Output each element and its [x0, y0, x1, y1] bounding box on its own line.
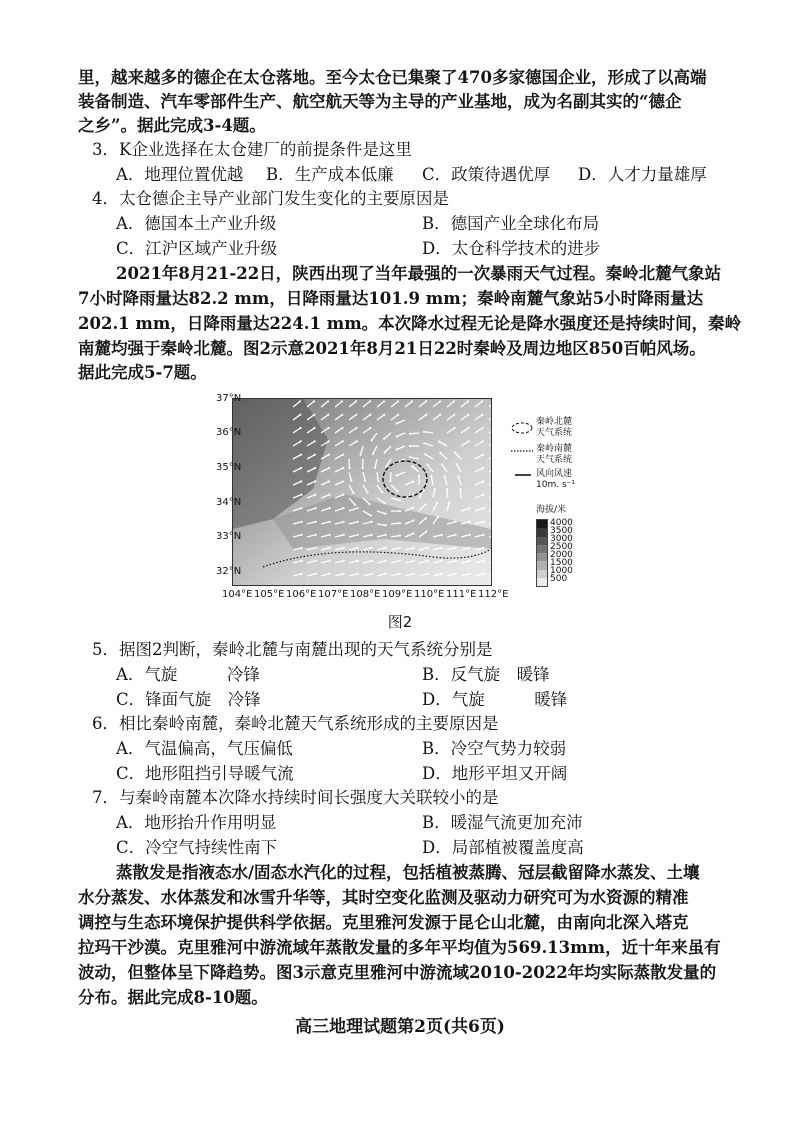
wind-arrow-head — [459, 488, 461, 490]
elevation-color-bar — [536, 519, 548, 587]
wind-arrow-head — [314, 454, 316, 456]
wind-arrow-head — [329, 547, 331, 549]
wind-arrow-head — [299, 427, 301, 429]
wind-arrow-head — [425, 517, 427, 519]
wind-arrow-head — [439, 452, 441, 454]
wind-arrow-head — [377, 480, 379, 482]
wind-arrow-head — [328, 454, 330, 456]
lat-label-37: 37°N — [216, 393, 242, 404]
wind-arrow-head — [411, 400, 413, 402]
wind-arrow-head — [427, 464, 429, 466]
wind-arrow-head — [467, 414, 469, 416]
wind-arrow-head — [399, 560, 401, 562]
lat-label-36: 36°N — [216, 427, 242, 438]
wind-arrow-head — [314, 507, 316, 509]
intro-line-2: 装备制造、汽车零部件生产、航空航天等为主导的产业基地，成为名副其实的“德企 — [78, 92, 682, 111]
wind-arrow-head — [455, 463, 457, 465]
elev-label-3500: 3500 — [550, 526, 573, 536]
wind-arrow — [391, 523, 400, 524]
wind-arrow-head — [385, 524, 387, 526]
wind-arrow — [390, 472, 391, 481]
q6-option-d: D．地形平坦又开阔 — [422, 764, 568, 783]
q3-stem: 3．K企业选择在太仓建厂的前提条件是这里 — [92, 140, 412, 159]
wind-arrow-head — [383, 414, 385, 416]
q4-option-b: B．德国产业全球化布局 — [422, 214, 600, 233]
wind-arrow-head — [441, 463, 443, 465]
elev-label-2500: 2500 — [550, 542, 573, 552]
legend-south-line-2: 天气系统 — [536, 455, 573, 465]
elev-label-2000: 2000 — [550, 550, 573, 560]
intro-line-1: 里，越来越多的德企在太仓落地。至今太仓已集聚了470多家德国企业，形成了以高端 — [78, 68, 707, 87]
wind-arrow-head — [469, 560, 471, 562]
wind-arrow-head — [342, 440, 344, 442]
wind-arrow-head — [355, 414, 357, 416]
wind-arrow-head — [328, 494, 330, 496]
q7-option-d: D．局部植被覆盖度高 — [422, 838, 584, 857]
wind-arrow-head — [436, 502, 438, 504]
wind-arrow-head — [453, 414, 455, 416]
wind-arrow-head — [357, 547, 359, 549]
passage3-line-6: 分布。据此完成8-10题。 — [78, 988, 268, 1007]
passage2-line-4: 南麓均强于秦岭北麓。图2示意2021年8月21日22时秦岭及周边地区850百帕风场。 — [78, 339, 706, 358]
lon-label-104: 104°E — [222, 589, 253, 600]
lon-label-110: 110°E — [414, 589, 445, 600]
wind-arrow-head — [412, 506, 414, 508]
wind-arrow-head — [383, 400, 385, 402]
wind-arrow-head — [441, 573, 443, 575]
wind-arrow-head — [385, 573, 387, 575]
wind-arrow-head — [481, 400, 483, 402]
lon-label-107: 107°E — [318, 589, 349, 600]
wind-arrow-head — [314, 480, 316, 482]
wind-arrow-head — [299, 414, 301, 416]
wind-arrow-head — [399, 510, 401, 512]
q5-stem: 5．据图2判断，秦岭北麓与南麓出现的天气系统分别是 — [92, 640, 493, 659]
wind-arrow-head — [328, 507, 330, 509]
passage3-line-4: 拉玛干沙漠。克里雅河中游流域年蒸散发量的多年平均值为569.13mm，近十年来虽有 — [78, 938, 721, 957]
wind-arrow-head — [313, 400, 315, 402]
passage2-line-2: 7小时降雨量达82.2 mm，日降雨量达101.9 mm；秦岭南麓气象站5小时降雨量达 — [78, 289, 704, 308]
wind-arrow-head — [343, 560, 345, 562]
wind-field-svg — [233, 399, 491, 585]
q7-option-b: B．暖湿气流更加充沛 — [422, 813, 583, 832]
wind-arrow-head — [329, 534, 331, 536]
wind-arrow-head — [300, 440, 302, 442]
q7-stem: 7．与秦岭南麓本次降水持续时间长强度大关联较小的是 — [92, 788, 499, 807]
q3-option-d: D．人才力量雄厚 — [578, 165, 707, 184]
wind-arrow-head — [409, 433, 411, 435]
wind-arrow-head — [482, 467, 484, 469]
wind-arrow-head — [342, 494, 344, 496]
wind-arrow-head — [457, 475, 459, 477]
passage3-line-3: 调控与生态环境保护提供科学依据。克里雅河发源于昆仑山北麓，由南向北深入塔克 — [78, 913, 689, 932]
wind-arrow-head — [341, 427, 343, 429]
figure-2 — [218, 393, 608, 608]
wind-arrow — [410, 433, 419, 434]
elev-swatch-4000 — [537, 520, 547, 528]
wind-arrow-head — [399, 534, 401, 536]
wind-arrow-head — [482, 440, 484, 442]
wind-arrow-head — [399, 499, 401, 501]
page-footer: 高三地理试题第2页(共6页) — [295, 1017, 505, 1037]
wind-arrow-head — [412, 519, 414, 521]
wind-arrow-head — [483, 560, 485, 562]
wind-arrow-head — [299, 400, 301, 402]
lon-label-105: 105°E — [254, 589, 285, 600]
wind-arrow — [349, 459, 350, 468]
wind-arrow-head — [357, 560, 359, 562]
wind-arrow-head — [350, 480, 352, 482]
wind-arrow-head — [352, 492, 354, 494]
wind-arrow-head — [469, 573, 471, 575]
wind-arrow-head — [425, 400, 427, 402]
wind-field-map — [232, 398, 492, 586]
wind-arrow-head — [357, 573, 359, 575]
q3-option-c: C．政策待遇优厚 — [422, 165, 551, 184]
passage2-line-1: 2021年8月21-22日，陕西出现了当年最强的一次暴雨天气过程。秦岭北麓气象站 — [116, 264, 722, 283]
wind-arrow-head — [412, 493, 414, 495]
wind-arrow-head — [409, 456, 411, 458]
wind-arrow-head — [412, 532, 414, 534]
wind-arrow-head — [342, 480, 344, 482]
wind-arrow-head — [425, 531, 427, 533]
wind-arrow-head — [409, 445, 411, 447]
wind-arrow-head — [343, 573, 345, 575]
wind-arrow-head — [441, 547, 443, 549]
wind-arrow-head — [301, 534, 303, 536]
wind-arrow-head — [453, 427, 455, 429]
q3-option-b: B．生产成本低廉 — [266, 165, 394, 184]
wind-arrow-head — [482, 494, 484, 496]
lat-label-35: 35°N — [216, 462, 242, 473]
legend-north-line-2: 天气系统 — [536, 428, 573, 438]
q6-option-c: C．地形阻挡引导暖气流 — [116, 764, 294, 783]
wind-arrow-head — [315, 573, 317, 575]
wind-arrow-head — [413, 547, 415, 549]
wind-arrow-head — [301, 547, 303, 549]
wind-arrow-head — [381, 491, 383, 493]
lon-label-106: 106°E — [286, 589, 317, 600]
wind-arrow-head — [399, 547, 401, 549]
wind-arrow-head — [441, 534, 443, 536]
elev-label-1500: 1500 — [550, 558, 573, 568]
wind-arrow-head — [315, 547, 317, 549]
q5-option-c: C．锋面气旋 冷锋 — [116, 690, 261, 709]
elev-label-3000: 3000 — [550, 534, 573, 544]
wind-arrow-head — [327, 400, 329, 402]
wind-arrow-head — [301, 560, 303, 562]
elev-swatch-1000 — [537, 570, 547, 578]
wind-arrow-head — [424, 503, 426, 505]
wind-arrow-head — [396, 448, 398, 450]
wind-arrow-head — [313, 414, 315, 416]
wind-arrow-head — [329, 521, 331, 523]
wind-arrow-head — [315, 534, 317, 536]
wind-arrow-head — [411, 465, 413, 467]
wind-arrow-head — [371, 439, 373, 441]
legend-elevation-title: 海拔/米 — [536, 505, 567, 515]
wind-arrow-head — [412, 480, 414, 482]
wind-arrow-head — [454, 451, 456, 453]
wind-arrow-head — [399, 573, 401, 575]
wind-arrow-head — [384, 451, 386, 453]
wind-arrow-head — [468, 507, 470, 509]
wind-arrow-head — [300, 507, 302, 509]
wind-arrow-head — [384, 502, 386, 504]
q6-option-a: A．气温偏高，气压偏低 — [116, 739, 293, 758]
wind-arrow-head — [444, 475, 446, 477]
wind-arrow-head — [348, 467, 350, 469]
q6-stem: 6．相比秦岭南麓，秦岭北麓天气系统形成的主要原因是 — [92, 714, 499, 733]
wind-arrow-head — [356, 507, 358, 509]
wind-arrow-head — [483, 534, 485, 536]
wind-arrow-head — [482, 480, 484, 482]
wind-arrow-head — [342, 467, 344, 469]
wind-arrow-head — [364, 480, 366, 482]
wind-arrow-head — [468, 440, 470, 442]
passage3-line-5: 波动，但整体呈下降趋势。图3示意克里雅河中游流域2010-2022年均实际蒸散发量的 — [78, 963, 717, 982]
wind-arrow-head — [384, 513, 386, 515]
wind-arrow-head — [315, 521, 317, 523]
lon-label-112: 112°E — [478, 589, 509, 600]
wind-arrow-head — [362, 467, 364, 469]
wind-arrow — [460, 489, 461, 498]
wind-arrow-head — [314, 467, 316, 469]
wind-arrow-head — [341, 414, 343, 416]
q6-option-b: B．冷空气势力较弱 — [422, 739, 567, 758]
q7-option-c: C．冷空气持续性南下 — [116, 838, 278, 857]
legend-south-line-1: 秦岭南麓 — [536, 444, 573, 454]
intro-line-3: 之乡”。据此完成3-4题。 — [78, 116, 266, 135]
wind-arrow-head — [453, 400, 455, 402]
wind-arrow-head — [357, 521, 359, 523]
wind-arrow-head — [413, 560, 415, 562]
wind-arrow-head — [355, 427, 357, 429]
wind-arrow-head — [383, 438, 385, 440]
wind-arrow-head — [439, 400, 441, 402]
legend-wind-line-1: 风向风速 — [536, 469, 573, 479]
wind-arrow-head — [371, 547, 373, 549]
wind-arrow-head — [469, 521, 471, 523]
wind-arrow-head — [418, 475, 420, 477]
wind-arrow-head — [427, 573, 429, 575]
wind-arrow-head — [371, 560, 373, 562]
wind-arrow-head — [467, 400, 469, 402]
wind-arrow-head — [389, 480, 391, 482]
wind-arrow-head — [301, 521, 303, 523]
wind-arrow-head — [371, 534, 373, 536]
elev-label-1000: 1000 — [550, 566, 573, 576]
wind-arrow-head — [357, 534, 359, 536]
wind-arrow-head — [441, 560, 443, 562]
wind-arrow-head — [483, 573, 485, 575]
elev-swatch-500 — [537, 578, 547, 586]
wind-arrow-head — [300, 494, 302, 496]
wind-arrow-head — [446, 488, 448, 490]
wind-arrow-head — [385, 560, 387, 562]
wind-arrow-head — [455, 560, 457, 562]
elev-swatch-2500 — [537, 545, 547, 553]
wind-arrow-head — [430, 475, 432, 477]
wind-arrow-head — [469, 547, 471, 549]
wind-arrow-head — [328, 480, 330, 482]
wind-arrow-head — [424, 453, 426, 455]
q5-option-b: B．反气旋 暖锋 — [422, 665, 550, 684]
lon-label-109: 109°E — [382, 589, 413, 600]
wind-arrow-head — [439, 414, 441, 416]
wind-arrow-head — [481, 427, 483, 429]
wind-arrow-head — [300, 480, 302, 482]
wind-arrow-head — [328, 467, 330, 469]
wind-arrow-head — [343, 534, 345, 536]
wind-arrow-head — [301, 573, 303, 575]
lat-label-33: 33°N — [216, 531, 242, 542]
wind-arrow-head — [455, 534, 457, 536]
lat-label-32: 32°N — [216, 566, 242, 577]
wind-arrow-head — [313, 427, 315, 429]
elev-label-4000: 4000 — [550, 518, 573, 528]
lon-label-108: 108°E — [350, 589, 381, 600]
passage3-line-1: 蒸散发是指液态水/固态水汽化的过程，包括植被蒸腾、冠层截留降水蒸发、土壤 — [116, 863, 700, 882]
wind-arrow-head — [372, 453, 374, 455]
q3-option-a: A．地理位置优越 — [116, 165, 244, 184]
wind-arrow-head — [483, 547, 485, 549]
wind-arrow-head — [425, 414, 427, 416]
wind-arrow-head — [360, 454, 362, 456]
q4-option-a: A．德国本土产业升级 — [116, 214, 277, 233]
wind-arrow-head — [448, 501, 450, 503]
wind-arrow-head — [385, 534, 387, 536]
wind-arrow-head — [354, 504, 356, 506]
wind-arrow-head — [327, 414, 329, 416]
wind-arrow-head — [438, 441, 440, 443]
wind-arrow-head — [437, 516, 439, 518]
legend-wind-line-2: 10m. s⁻¹ — [536, 480, 575, 490]
wind-arrow-head — [342, 454, 344, 456]
wind-arrow-head — [385, 547, 387, 549]
wind-arrow-head — [343, 547, 345, 549]
wind-arrow-head — [455, 521, 457, 523]
wind-arrow-head — [482, 454, 484, 456]
passage2-line-3: 202.1 mm，日降雨量达224.1 mm。本次降水过程无论是降水强度还是持续时间，秦岭 — [78, 314, 742, 333]
legend-north-line-1: 秦岭北麓 — [536, 417, 573, 427]
wind-arrow-head — [329, 573, 331, 575]
q5-option-d: D．气旋 暖锋 — [422, 690, 568, 709]
q5-option-a: A．气旋 冷锋 — [116, 665, 260, 684]
wind-arrow-head — [399, 522, 401, 524]
wind-arrow-head — [371, 573, 373, 575]
q7-option-a: A．地形抬升作用明显 — [116, 813, 277, 832]
wind-arrow-head — [369, 503, 371, 505]
wind-arrow-head — [423, 442, 425, 444]
wind-arrow-head — [369, 414, 371, 416]
wind-arrow-head — [370, 514, 372, 516]
wind-arrow-head — [342, 507, 344, 509]
wind-arrow-head — [483, 521, 485, 523]
wind-arrow-head — [455, 573, 457, 575]
wind-arrow-head — [314, 440, 316, 442]
wind-arrow-head — [397, 414, 399, 416]
lat-label-34: 34°N — [216, 497, 242, 508]
q4-option-c: C．江沪区域产业升级 — [116, 239, 278, 258]
wind-arrow-head — [455, 547, 457, 549]
wind-arrow-head — [329, 560, 331, 562]
wind-arrow-head — [396, 490, 398, 492]
wind-arrow-head — [482, 507, 484, 509]
wind-arrow-head — [467, 427, 469, 429]
wind-arrow-head — [427, 547, 429, 549]
elev-swatch-3500 — [537, 528, 547, 536]
elev-label-500: 500 — [550, 574, 568, 584]
wind-arrow-head — [423, 431, 425, 433]
wind-arrow-head — [481, 414, 483, 416]
wind-arrow-head — [434, 488, 436, 490]
wind-arrow-head — [300, 467, 302, 469]
wind-arrow-head — [341, 400, 343, 402]
wind-arrow-head — [396, 435, 398, 437]
elev-swatch-3000 — [537, 537, 547, 545]
wind-arrow-head — [355, 400, 357, 402]
wind-arrow-head — [356, 440, 358, 442]
wind-arrow-head — [369, 427, 371, 429]
lon-label-111: 111°E — [446, 589, 477, 600]
wind-arrow-head — [374, 467, 376, 469]
wind-arrow-head — [328, 440, 330, 442]
wind-arrow-head — [300, 454, 302, 456]
wind-arrow-head — [397, 400, 399, 402]
elev-swatch-1500 — [537, 561, 547, 569]
figure-2-caption: 图2 — [387, 613, 413, 631]
wind-arrow-head — [367, 492, 369, 494]
wind-arrow-head — [371, 521, 373, 523]
passage3-line-2: 水分蒸发、水体蒸发和冰雪升华等，其时空变化监测及驱动力研究可为水资源的精准 — [78, 888, 689, 907]
legend-wind-symbol — [514, 471, 532, 479]
wind-arrow-head — [343, 521, 345, 523]
wind-arrow-head — [396, 422, 398, 424]
wind-arrow-head — [427, 560, 429, 562]
wind-arrow-head — [314, 494, 316, 496]
wind-arrow-head — [315, 560, 317, 562]
q4-stem: 4．太仓德企主导产业部门发生变化的主要原因是 — [92, 189, 449, 208]
legend-south-symbol — [510, 447, 534, 455]
elev-swatch-2000 — [537, 553, 547, 561]
wind-arrow-head — [396, 474, 398, 476]
q4-option-d: D．太仓科学技术的进步 — [422, 239, 601, 258]
passage2-line-5: 据此完成5-7题。 — [78, 363, 207, 382]
legend-north-symbol — [510, 421, 534, 435]
wind-arrow-head — [413, 573, 415, 575]
wind-arrow-head — [469, 534, 471, 536]
wind-arrow-head — [369, 400, 371, 402]
wind-arrow-head — [385, 466, 387, 468]
wind-arrow-head — [327, 427, 329, 429]
